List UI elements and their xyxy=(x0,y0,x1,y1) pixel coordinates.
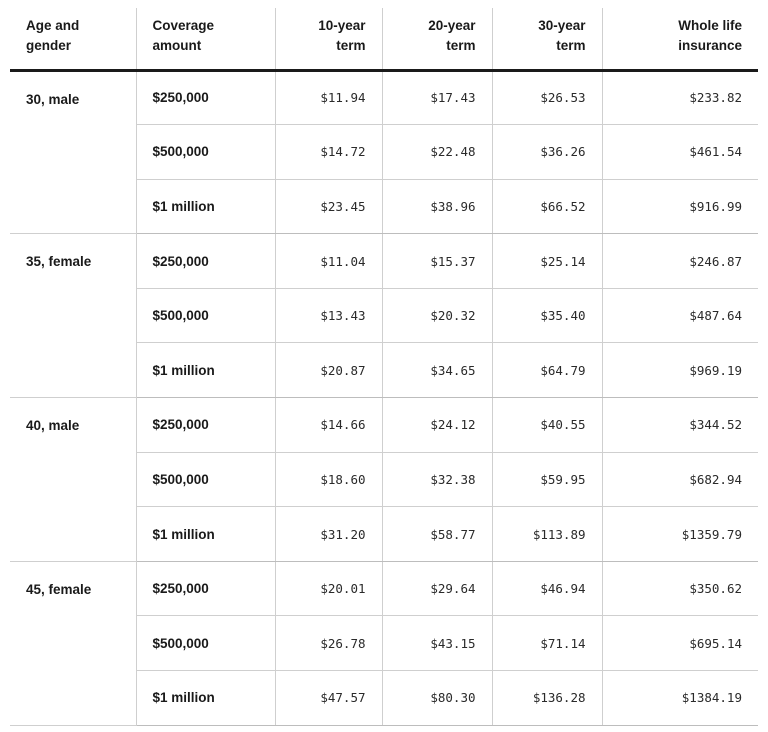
header-age-line1: Age and xyxy=(26,18,80,33)
term-30-cell: $40.55 xyxy=(492,398,602,453)
header-t20-line1: 20-year xyxy=(428,18,476,33)
term-30-cell: $36.26 xyxy=(492,125,602,180)
term-30-cell: $46.94 xyxy=(492,561,602,616)
header-10-year-term xyxy=(275,8,382,70)
coverage-cell: $500,000 xyxy=(136,125,275,180)
coverage-cell: $250,000 xyxy=(136,561,275,616)
whole-life-cell: $461.54 xyxy=(602,125,758,180)
term-10-cell: $23.45 xyxy=(275,179,382,234)
header-t30-line2: term xyxy=(556,38,586,53)
whole-life-cell: $233.82 xyxy=(602,70,758,125)
term-30-cell: $64.79 xyxy=(492,343,602,398)
term-30-cell: $25.14 xyxy=(492,234,602,289)
table-body xyxy=(10,70,758,725)
term-20-cell: $80.30 xyxy=(382,671,492,726)
whole-life-cell: $916.99 xyxy=(602,179,758,234)
term-10-cell: $14.72 xyxy=(275,125,382,180)
whole-life-cell: $695.14 xyxy=(602,616,758,671)
term-20-cell: $22.48 xyxy=(382,125,492,180)
whole-life-cell: $350.62 xyxy=(602,561,758,616)
term-30-cell: $71.14 xyxy=(492,616,602,671)
whole-life-cell: $246.87 xyxy=(602,234,758,289)
term-10-cell: $20.01 xyxy=(275,561,382,616)
header-20-year-term xyxy=(382,8,492,70)
header-row xyxy=(10,8,758,70)
age-gender-cell: 40, male xyxy=(10,398,136,562)
term-20-cell: $34.65 xyxy=(382,343,492,398)
coverage-cell: $250,000 xyxy=(136,398,275,453)
whole-life-cell: $487.64 xyxy=(602,288,758,343)
term-10-cell: $20.87 xyxy=(275,343,382,398)
table-row xyxy=(10,234,758,289)
coverage-cell: $250,000 xyxy=(136,234,275,289)
header-t20-line2: term xyxy=(446,38,476,53)
term-20-cell: $38.96 xyxy=(382,179,492,234)
whole-life-cell: $969.19 xyxy=(602,343,758,398)
header-t10-line1: 10-year xyxy=(318,18,366,33)
term-20-cell: $15.37 xyxy=(382,234,492,289)
term-10-cell: $11.94 xyxy=(275,70,382,125)
coverage-cell: $1 million xyxy=(136,179,275,234)
term-20-cell: $24.12 xyxy=(382,398,492,453)
age-gender-cell: 30, male xyxy=(10,70,136,234)
coverage-cell: $1 million xyxy=(136,343,275,398)
term-20-cell: $17.43 xyxy=(382,70,492,125)
table-row xyxy=(10,398,758,453)
term-10-cell: $31.20 xyxy=(275,507,382,562)
header-t30-line1: 30-year xyxy=(538,18,586,33)
header-whole-life-insurance xyxy=(602,8,758,70)
term-10-cell: $47.57 xyxy=(275,671,382,726)
term-30-cell: $136.28 xyxy=(492,671,602,726)
header-coverage-amount xyxy=(136,8,275,70)
term-20-cell: $32.38 xyxy=(382,452,492,507)
coverage-cell: $1 million xyxy=(136,507,275,562)
term-20-cell: $43.15 xyxy=(382,616,492,671)
term-30-cell: $26.53 xyxy=(492,70,602,125)
term-10-cell: $14.66 xyxy=(275,398,382,453)
header-t10-line2: term xyxy=(336,38,366,53)
term-20-cell: $58.77 xyxy=(382,507,492,562)
coverage-cell: $1 million xyxy=(136,671,275,726)
term-30-cell: $113.89 xyxy=(492,507,602,562)
term-30-cell: $35.40 xyxy=(492,288,602,343)
term-20-cell: $29.64 xyxy=(382,561,492,616)
coverage-cell: $500,000 xyxy=(136,288,275,343)
whole-life-cell: $1384.19 xyxy=(602,671,758,726)
header-coverage-line2: amount xyxy=(152,38,202,53)
header-whole-line1: Whole life xyxy=(678,18,742,33)
coverage-cell: $500,000 xyxy=(136,616,275,671)
table-row xyxy=(10,561,758,616)
age-gender-cell: 45, female xyxy=(10,561,136,725)
term-30-cell: $66.52 xyxy=(492,179,602,234)
header-whole-line2: insurance xyxy=(678,38,742,53)
coverage-cell: $500,000 xyxy=(136,452,275,507)
whole-life-cell: $1359.79 xyxy=(602,507,758,562)
table-row xyxy=(10,70,758,125)
term-20-cell: $20.32 xyxy=(382,288,492,343)
term-10-cell: $13.43 xyxy=(275,288,382,343)
header-coverage-line1: Coverage xyxy=(152,18,215,33)
coverage-cell: $250,000 xyxy=(136,70,275,125)
header-30-year-term xyxy=(492,8,602,70)
term-10-cell: $18.60 xyxy=(275,452,382,507)
whole-life-cell: $344.52 xyxy=(602,398,758,453)
term-30-cell: $59.95 xyxy=(492,452,602,507)
table-header xyxy=(10,8,758,70)
age-gender-cell: 35, female xyxy=(10,234,136,398)
term-10-cell: $26.78 xyxy=(275,616,382,671)
whole-life-cell: $682.94 xyxy=(602,452,758,507)
term-10-cell: $11.04 xyxy=(275,234,382,289)
insurance-rates-table xyxy=(10,8,758,726)
header-age-line2: gender xyxy=(26,38,72,53)
header-age-gender xyxy=(10,8,136,70)
